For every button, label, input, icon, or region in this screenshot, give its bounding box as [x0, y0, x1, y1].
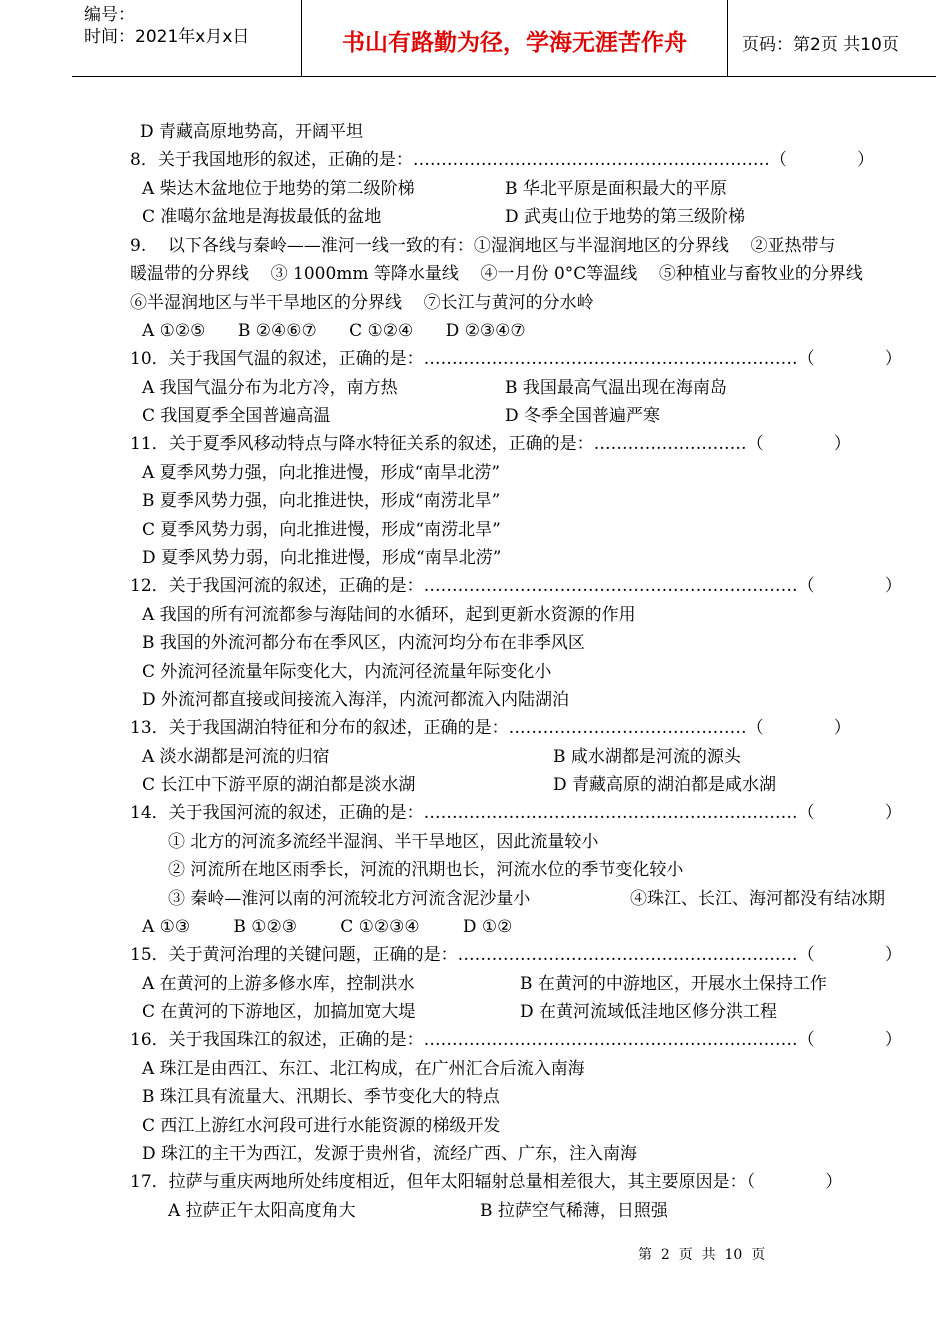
- text-line: D 青藏高原的湖泊都是咸水湖: [553, 775, 777, 795]
- text-line: B 在黄河的中游地区，开展水土保持工作: [520, 974, 827, 994]
- text-line: 10．关于我国气温的叙述，正确的是：…………………………………………………………（ ）: [130, 349, 902, 369]
- text-line: ④珠江、长江、海河都没有结冰期: [630, 889, 885, 909]
- text-line: 暖温带的分界线 ③ 1000mm 等降水量线 ④一月份 0°C等温线 ⑤种植业与畜牧业的分界线: [130, 264, 863, 284]
- text-line: D 武夷山位于地势的第三级阶梯: [505, 207, 746, 227]
- text-line: C 准噶尔盆地是海拔最低的盆地: [142, 207, 382, 227]
- text-line: C 在黄河的下游地区，加搞加宽大堤: [142, 1002, 416, 1022]
- text-line: 9. 以下各线与秦岭——淮河一线一致的有：①湿润地区与半湿润地区的分界线 ②亚热带与: [130, 236, 836, 256]
- header-meta: [84, 4, 249, 48]
- text-line: A 我国气温分布为北方冷，南方热: [142, 378, 398, 398]
- text-line: D 夏季风势力弱，向北推进慢，形成“南旱北涝”: [142, 548, 502, 568]
- text-line: D 外流河都直接或间接流入海洋，内流河都流入内陆湖泊: [142, 690, 570, 710]
- text-line: A 柴达木盆地位于地势的第二级阶梯: [142, 179, 415, 199]
- text-line: A 珠江是由西江、东江、北江构成，在广州汇合后流入南海: [142, 1059, 585, 1079]
- text-line: 15．关于黄河治理的关键问题，正确的是：……………………………………………………（ ）: [130, 945, 902, 965]
- date-label: 时间：2021年x月x日: [84, 27, 250, 47]
- serial-label: 编号：: [84, 5, 135, 25]
- text-line: A 我国的所有河流都参与海陆间的水循环，起到更新水资源的作用: [142, 605, 636, 625]
- text-line: B 珠江具有流量大、汛期长、季节变化大的特点: [142, 1087, 500, 1107]
- text-line: A 在黄河的上游多修水库，控制洪水: [142, 974, 415, 994]
- text-line: A 夏季风势力强，向北推进慢，形成“南旱北涝”: [142, 463, 501, 483]
- page-header: [72, 0, 936, 77]
- text-line: ③ 秦岭—淮河以南的河流较北方河流含泥沙量小: [168, 889, 531, 909]
- text-line: 14．关于我国河流的叙述，正确的是：…………………………………………………………（ ）: [130, 803, 902, 823]
- text-line: A 拉萨正午太阳高度角大: [168, 1201, 356, 1221]
- text-line: 13．关于我国湖泊特征和分布的叙述，正确的是：……………………………………（ ）: [130, 718, 851, 738]
- text-line: ② 河流所在地区雨季长，河流的汛期也长，河流水位的季节变化较小: [168, 860, 684, 880]
- header-page-number: 页码：第2页 共10页: [742, 35, 899, 55]
- text-line: ① 北方的河流多流经半湿润、半干旱地区，因此流量较小: [168, 832, 599, 852]
- text-line: B 华北平原是面积最大的平原: [505, 179, 727, 199]
- text-line: C 长江中下游平原的湖泊都是淡水湖: [142, 775, 416, 795]
- text-line: ⑥半湿润地区与半干旱地区的分界线 ⑦长江与黄河的分水岭: [130, 293, 594, 313]
- text-line: C 外流河径流量年际变化大，内流河径流量年际变化小: [142, 662, 552, 682]
- text-line: C 夏季风势力弱，向北推进慢，形成“南涝北旱”: [142, 520, 501, 540]
- text-line: D 在黄河流域低洼地区修分洪工程: [520, 1002, 778, 1022]
- text-line: 11．关于夏季风移动特点与降水特征关系的叙述，正确的是：………………………（ ）: [130, 434, 851, 454]
- text-line: B 我国的外流河都分布在季风区，内流河均分布在非季风区: [142, 633, 585, 653]
- text-line: 12．关于我国河流的叙述，正确的是：…………………………………………………………（ ）: [130, 576, 902, 596]
- text-line: B 拉萨空气稀薄，日照强: [480, 1201, 668, 1221]
- text-line: D 冬季全国普遍严寒: [505, 406, 661, 426]
- text-line: D 珠江的主干为西江，发源于贵州省，流经广西、广东，注入南海: [142, 1144, 638, 1164]
- text-line: C 我国夏季全国普遍高温: [142, 406, 331, 426]
- text-line: D 青藏高原地势高，开阔平坦: [140, 122, 364, 142]
- text-line: 16．关于我国珠江的叙述，正确的是：…………………………………………………………（ ）: [130, 1030, 902, 1050]
- text-line: A ①③ B ①②③ C ①②③④ D ①②: [142, 917, 513, 937]
- text-line: B 夏季风势力强，向北推进快，形成“南涝北旱”: [142, 491, 501, 511]
- text-line: C 西江上游红水河段可进行水能资源的梯级开发: [142, 1116, 501, 1136]
- header-motto: 书山有路勤为径，学海无涯苦作舟: [342, 30, 687, 56]
- text-line: 8．关于我国地形的叙述，正确的是：………………………………………………………（ ）: [130, 150, 875, 170]
- page-footer: 第 2 页 共 10 页: [638, 1247, 766, 1263]
- text-line: A ①②⑤ B ②④⑥⑦ C ①②④ D ②③④⑦: [142, 321, 526, 341]
- text-line: 17．拉萨与重庆两地所处纬度相近，但年太阳辐射总量相差很大，其主要原因是：（ ）: [130, 1172, 843, 1192]
- text-line: A 淡水湖都是河流的归宿: [142, 747, 330, 767]
- header-divider: [727, 0, 728, 76]
- text-line: B 咸水湖都是河流的源头: [553, 747, 741, 767]
- text-line: B 我国最高气温出现在海南岛: [505, 378, 727, 398]
